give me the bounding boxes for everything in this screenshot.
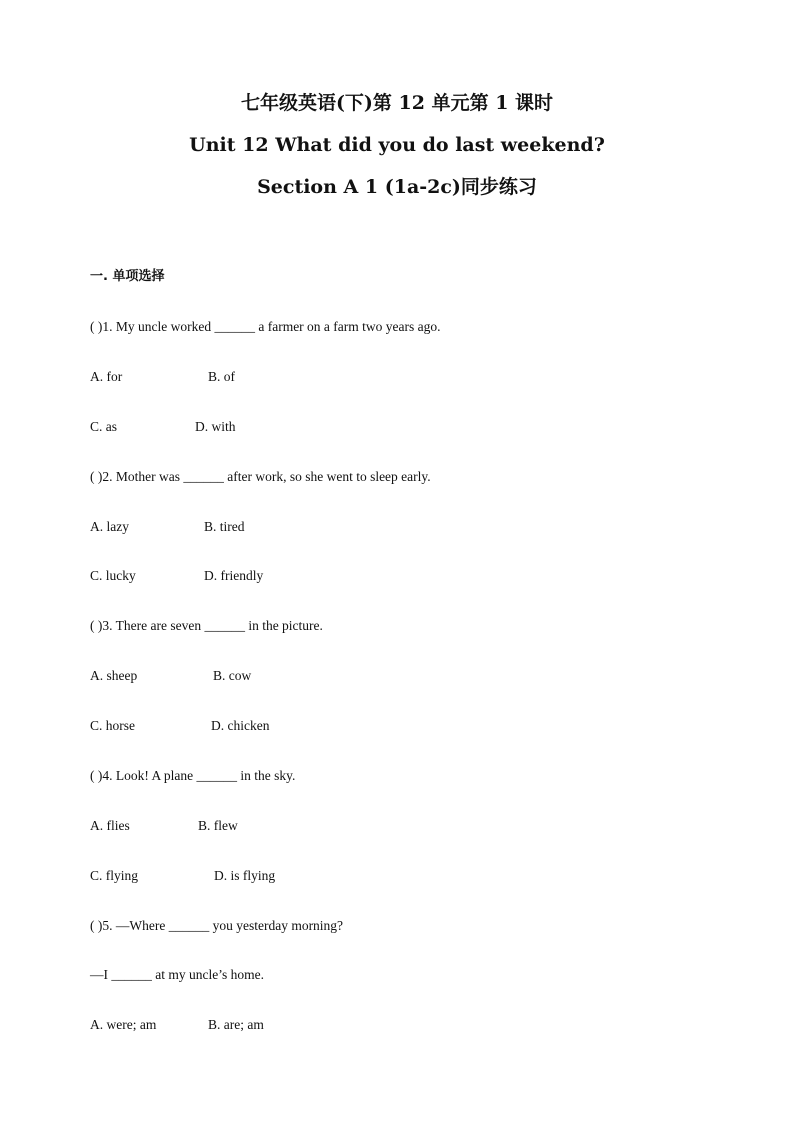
option-b: B. are; am	[208, 1017, 264, 1032]
document-title-block	[0, 82, 794, 208]
question-stem: ( )5. —Where ______ you yesterday morning?	[90, 918, 344, 933]
option-b: B. cow	[213, 668, 252, 683]
document-title-chinese: 七年级英语(下)第 12 单元第 1 课时	[240, 92, 554, 114]
option-row	[90, 368, 235, 386]
option-c: C. horse	[90, 718, 135, 733]
option-row	[90, 1016, 264, 1034]
option-d: D. friendly	[204, 568, 264, 583]
option-a: A. were; am	[90, 1017, 157, 1032]
document-title-section: Section A 1 (1a-2c)同步练习	[257, 176, 537, 198]
option-d: D. is flying	[214, 868, 276, 883]
option-a: A. flies	[90, 818, 130, 833]
question-stem: ( )2. Mother was ______ after work, so she went to sleep early.	[90, 469, 431, 484]
question-stem-response: —I ______ at my uncle’s home.	[90, 967, 264, 982]
option-row	[90, 567, 263, 585]
option-a: A. sheep	[90, 668, 138, 683]
option-b: B. of	[208, 369, 235, 384]
document-title-unit: Unit 12 What did you do last weekend?	[189, 134, 605, 156]
question-stem: ( )1. My uncle worked ______ a farmer on a farm two years ago.	[90, 319, 441, 334]
option-a: A. lazy	[90, 519, 129, 534]
option-c: C. lucky	[90, 568, 136, 583]
section-heading: 一. 单项选择	[90, 269, 165, 284]
option-b: B. flew	[198, 818, 238, 833]
option-row	[90, 418, 236, 436]
option-row	[90, 518, 245, 536]
option-d: D. with	[195, 419, 236, 434]
option-c: C. flying	[90, 868, 139, 883]
option-c: C. as	[90, 419, 117, 434]
option-row	[90, 667, 251, 685]
option-row	[90, 717, 269, 735]
option-row	[90, 817, 238, 835]
option-d: D. chicken	[211, 718, 270, 733]
option-b: B. tired	[204, 519, 245, 534]
option-row	[90, 867, 275, 885]
option-a: A. for	[90, 369, 123, 384]
question-stem: ( )3. There are seven ______ in the picture.	[90, 618, 323, 633]
question-stem: ( )4. Look! A plane ______ in the sky.	[90, 768, 296, 783]
